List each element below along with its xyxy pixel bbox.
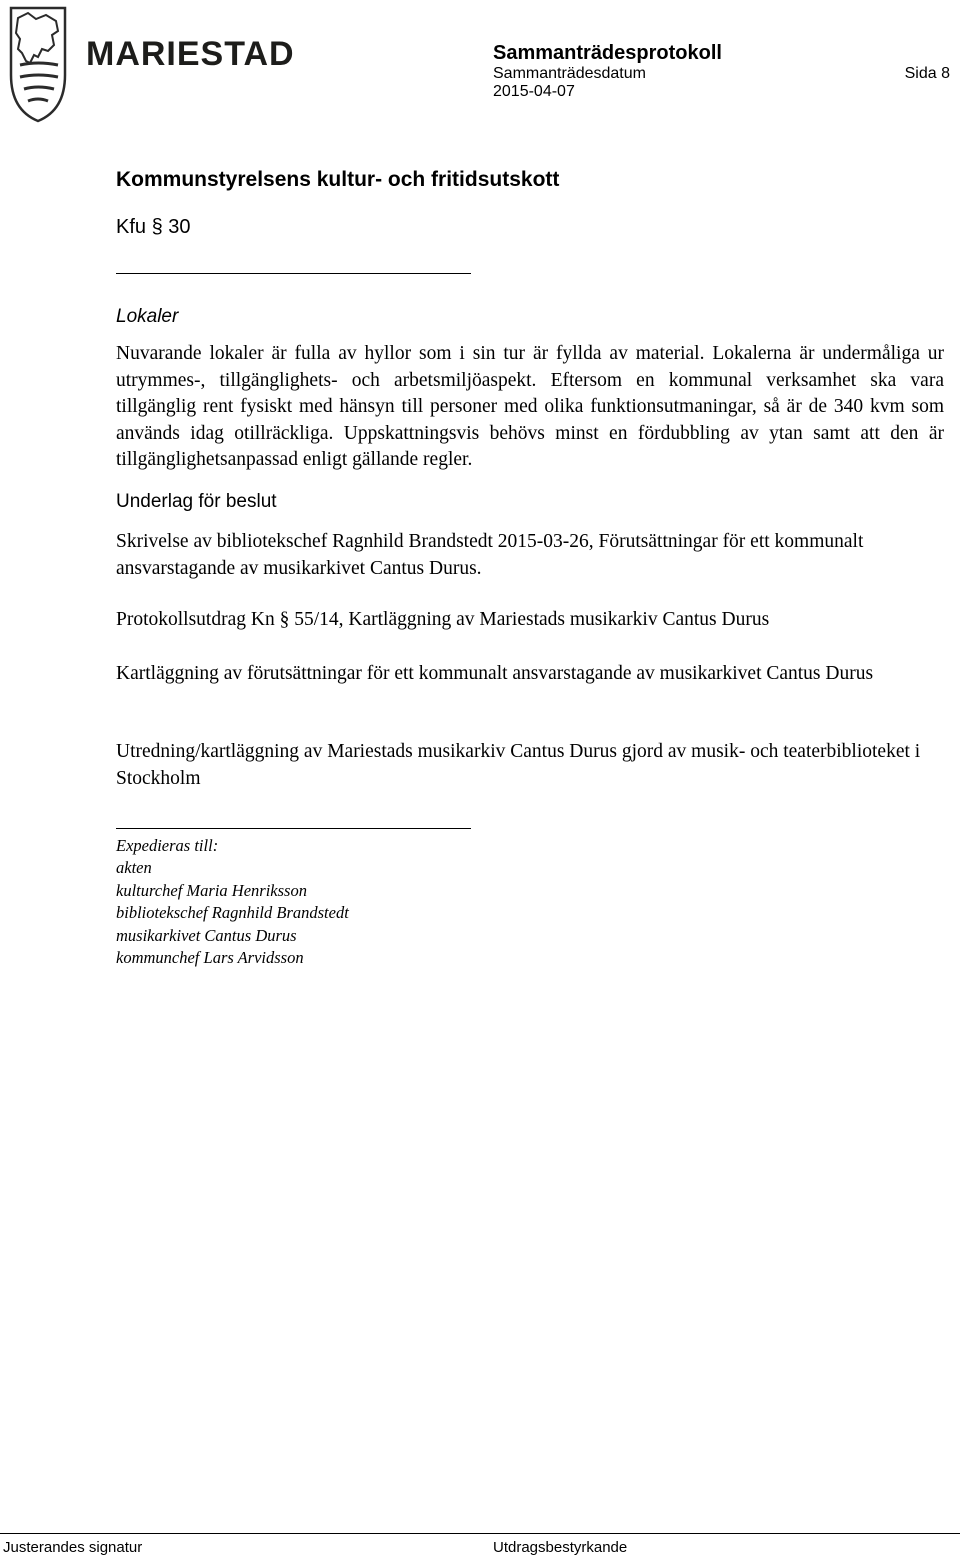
distribution-label: Expedieras till: [116,836,219,855]
decision-document-2: Protokollsutdrag Kn § 55/14, Kartläggning av Mariestads musikarkiv Cantus Durus [116,609,770,630]
distribution-recipient: kulturchef Maria Henriksson [116,880,307,900]
topic-heading: Lokaler [116,306,179,327]
decision-document-1: Skrivelse av bibliotekschef Ragnhild Brandstedt 2015-03-26, Förutsättningar för ett kommunalt ansvarstagande av musikarkivet Cantus Durus. [116,531,864,579]
meeting-date-label: Sammanträdesdatum [493,65,646,82]
paragraph-reference: Kfu § 30 [116,216,191,238]
decision-document-4: Utredning/kartläggning av Mariestads musikarkiv Cantus Durus gjord av musik- och teaterbiblioteket i Stockholm [116,741,921,789]
distribution-recipient: musikarkivet Cantus Durus [116,925,297,945]
distribution-recipient: kommunchef Lars Arvidsson [116,948,304,967]
decision-document-3: Kartläggning av förutsättningar för ett kommunalt ansvarstagande av musikarkivet Cantus Durus [116,663,874,684]
footer-signature-label: Justerandes signatur [3,1539,143,1556]
footer-divider [0,1533,960,1534]
section-divider [116,273,471,274]
committee-name: Kommunstyrelsens kultur- och fritidsutskott [116,168,560,191]
decision-basis-heading: Underlag för beslut [116,491,277,512]
document-title: Sammanträdesprotokoll [493,42,722,64]
distribution-recipient: bibliotekschef Ragnhild Brandstedt [116,903,349,922]
distribution-recipient: akten [116,858,152,877]
page-number: Sida 8 [904,65,950,82]
distribution-list [116,857,349,970]
coat-of-arms-logo-icon [8,5,68,123]
organization-wordmark: MARIESTAD [86,35,295,73]
footer-certification-label: Utdragsbestyrkande [493,1539,628,1556]
body-paragraph: Nuvarande lokaler är fulla av hyllor som i sin tur är fyllda av material. Lokalerna är undermåliga ur utrymmes-, tillgänglighets- och arbetsmiljöaspekt. Eftersom en kommunal verksamhet ska vara tillgänglig rent fysiskt med hänsyn till personer med olika funktionsutmaningar, så är de 340 kvm som används idag otillräckliga. Uppskattningsvis behövs minst en fördubbling av ytan samt att den är tillgänglighetsanpassad enligt gällande regler. [116,343,944,470]
distribution-divider [116,828,471,829]
meeting-date: 2015-04-07 [493,83,575,100]
